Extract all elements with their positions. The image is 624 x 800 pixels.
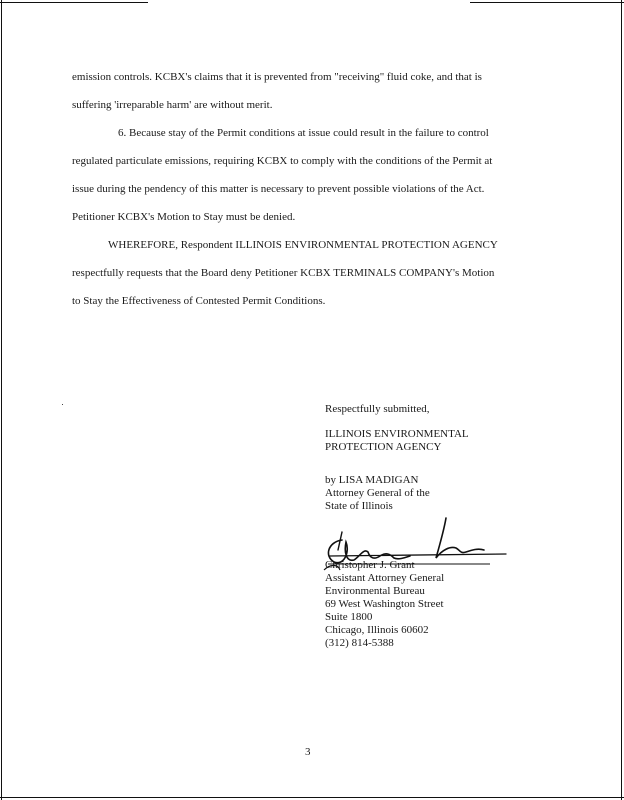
agency-name-cont: PROTECTION AGENCY [325,441,442,453]
paragraph-6-start: 6. Because stay of the Permit conditions at issue could result in the failure to control [118,127,489,139]
agency-name: ILLINOIS ENVIRONMENTAL [325,428,469,440]
signer-title: Assistant Attorney General [325,572,445,584]
handwritten-signature [320,512,510,582]
bureau: Environmental Bureau [325,585,425,597]
wherefore-clause: WHEREFORE, Respondent ILLINOIS ENVIRONMENTAL PROTECTION AGENCY [108,239,498,251]
scan-edge-right [621,0,622,800]
scan-edge-top-right [470,2,624,3]
scan-edge-left [1,0,2,800]
ag-title: Attorney General of the [325,487,430,499]
page-number: 3 [305,746,311,758]
city-state-zip: Chicago, Illinois 60602 [325,624,429,636]
body-line: suffering 'irreparable harm' are without merit. [72,99,273,111]
by-line: by LISA MADIGAN [325,474,419,486]
scan-speck [62,404,63,405]
scan-edge-top-left [0,2,148,3]
body-line: to Stay the Effectiveness of Contested Permit Conditions. [72,295,326,307]
phone-number: (312) 814-5388 [325,637,394,649]
scan-edge-bottom [0,797,624,798]
ag-title-cont: State of Illinois [325,500,393,512]
closing: Respectfully submitted, [325,403,430,415]
street-address: 69 West Washington Street [325,598,444,610]
body-line: regulated particulate emissions, requiring KCBX to comply with the conditions of the Permit at [72,155,493,167]
suite: Suite 1800 [325,611,373,623]
body-line: respectfully requests that the Board deny Petitioner KCBX TERMINALS COMPANY's Motion [72,267,495,279]
body-line: Petitioner KCBX's Motion to Stay must be denied. [72,211,296,223]
body-line: issue during the pendency of this matter is necessary to prevent possible violations of the Act. [72,183,485,195]
signer-name: Christopher J. Grant [325,559,415,571]
body-line: emission controls. KCBX's claims that it is prevented from "receiving" fluid coke, and that is [72,71,482,83]
